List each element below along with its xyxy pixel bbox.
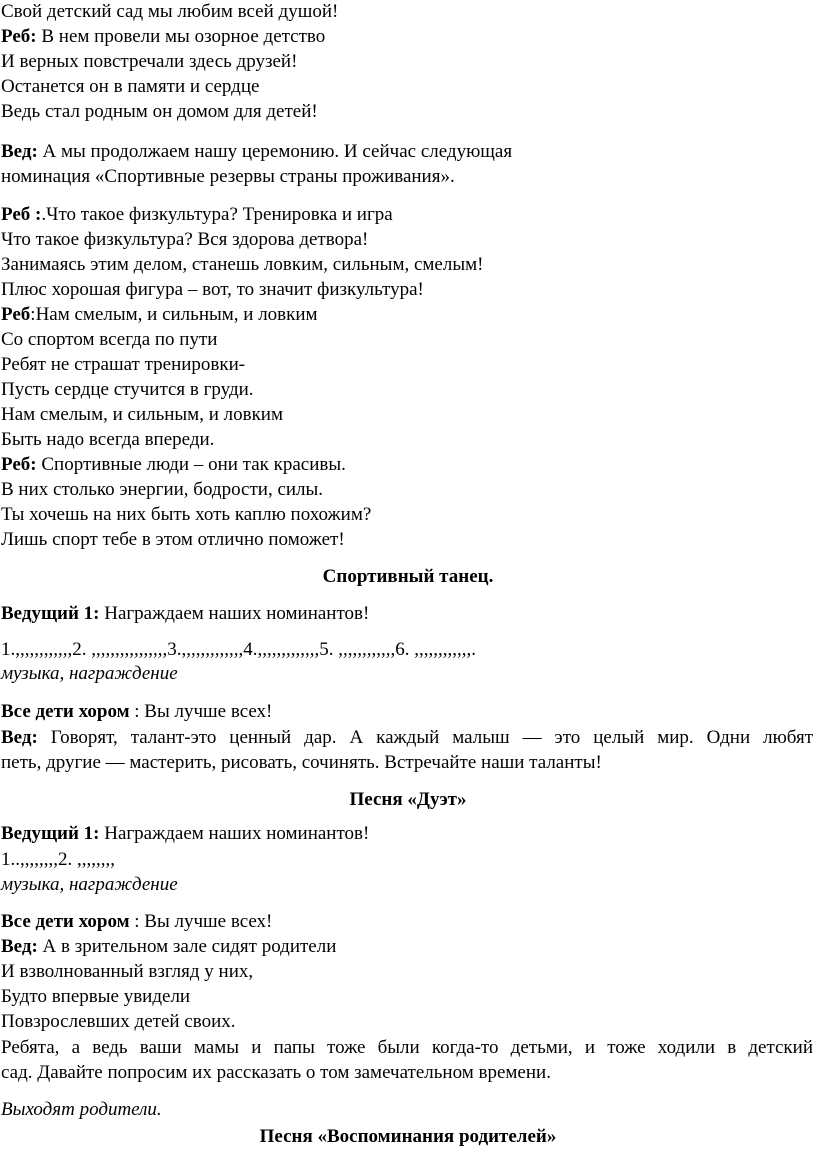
host-line: сад. Давайте попросим их рассказать о том замечательном времени. (1, 1062, 551, 1083)
host-line: Вед: А мы продолжаем нашу церемонию. И сейчас следующая (1, 141, 513, 162)
verse-line: Ребят не страшат тренировки- (1, 354, 246, 375)
verse-line: Свой детский сад мы любим всей душой! (1, 1, 339, 22)
speaker-label: Все дети хором (1, 911, 130, 932)
speaker-label: Ведущий 1: (1, 603, 100, 624)
speaker-label: Реб: (1, 26, 37, 47)
verse-line: Нам смелым, и сильным, и ловким (1, 404, 284, 425)
verse-line: Останется он в памяти и сердце (1, 76, 260, 97)
verse-line: Повзрослевших детей своих. (1, 1011, 236, 1032)
speaker-label: Реб: (1, 454, 37, 475)
host-line: Вед: А в зрительном зале сидят родители (1, 936, 337, 957)
chorus-line: Все дети хором : Вы лучше всех! (1, 911, 273, 932)
nominee-list: 1..,,,,,,,,2. ,,,,,,,, (1, 849, 115, 870)
speaker-label: Ведущий 1: (1, 823, 100, 844)
verse-line: Будто впервые увидели (1, 986, 191, 1007)
speaker-label: Реб (1, 304, 31, 325)
host-line: Ведущий 1: Награждаем наших номинантов! (1, 603, 370, 624)
host-line: Вед: Говорят, талант-это ценный дар. А каждый малыш — это целый мир. Одни любят (1, 727, 814, 748)
host-line: номинация «Спортивные резервы страны проживания». (1, 166, 455, 187)
verse-line: Лишь спорт тебе в этом отлично поможет! (1, 529, 345, 550)
verse-line: Со спортом всегда по пути (1, 329, 218, 350)
speaker-label: Все дети хором (1, 701, 130, 722)
speaker-label: Вед: (1, 936, 38, 957)
verse-line: Что такое физкультура? Вся здорова детвора! (1, 229, 369, 250)
verse-line: Плюс хорошая фигура – вот, то значит физкультура! (1, 279, 424, 300)
verse-line: Пусть сердце стучится в груди. (1, 379, 254, 400)
verse-line: И взволнованный взгляд у них, (1, 961, 254, 982)
verse-line: В них столько энергии, бодрости, силы. (1, 479, 324, 500)
verse-line: Реб :.Что такое физкультура? Тренировка и игра (1, 204, 393, 225)
verse-line: Реб: В нем провели мы озорное детство (1, 26, 326, 47)
nominee-list: 1.,,,,,,,,,,,,2. ,,,,,,,,,,,,,,,,3.,,,,,,,,,,,,,4.,,,,,,,,,,,,,5. ,,,,,,,,,,,,6. ,,,,,,,,,,,,. (1, 639, 476, 660)
verse-line: Реб: Спортивные люди – они так красивы. (1, 454, 346, 475)
verse-line: Реб:Нам смелым, и сильным, и ловким (1, 304, 318, 325)
verse-line: Занимаясь этим делом, станешь ловким, сильным, смелым! (1, 254, 484, 275)
verse-line: Ты хочешь на них быть хоть каплю похожим? (1, 504, 372, 525)
verse-line: Быть надо всегда впереди. (1, 429, 215, 450)
verse-line: Ведь стал родным он домом для детей! (1, 101, 318, 122)
stage-direction: музыка, награждение (1, 663, 178, 684)
section-heading: Песня «Дуэт» (349, 789, 467, 810)
stage-direction: музыка, награждение (1, 874, 178, 895)
chorus-line: Все дети хором : Вы лучше всех! (1, 701, 273, 722)
section-heading: Спортивный танец. (322, 566, 494, 587)
speaker-label: Реб : (1, 204, 42, 225)
speaker-label: Вед: (1, 727, 38, 748)
speaker-label: Вед: (1, 141, 38, 162)
host-line: петь, другие — мастерить, рисовать, сочинять. Встречайте наши таланты! (1, 752, 602, 773)
host-line: Ведущий 1: Награждаем наших номинантов! (1, 823, 370, 844)
stage-direction: Выходят родители. (1, 1099, 162, 1120)
verse-line: И верных повстречали здесь друзей! (1, 51, 298, 72)
section-heading: Песня «Воспоминания родителей» (259, 1126, 557, 1147)
host-line: Ребята, а ведь ваши мамы и папы тоже были когда-то детьми, и тоже ходили в детский (1, 1037, 813, 1058)
